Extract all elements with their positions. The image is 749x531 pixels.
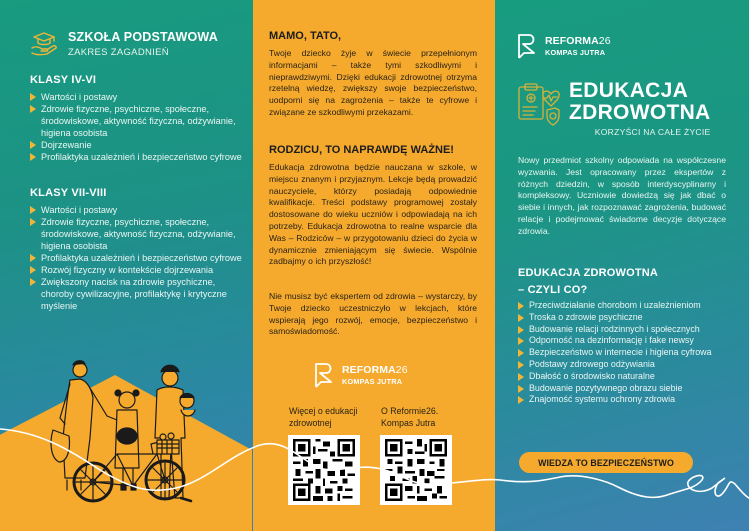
list-item: Znajomość systemu ochrony zdrowia (518, 394, 738, 406)
qr-code-icon (384, 439, 448, 501)
bullet-triangle-icon (30, 254, 36, 262)
middle-panel (253, 0, 495, 531)
brochure-title-line2: ZDROWOTNA (569, 101, 711, 124)
logo-name: REFORMA (342, 364, 396, 376)
bullet-triangle-icon (30, 278, 36, 286)
no-expert-text: Nie musisz być ekspertem od zdrowia – wystarczy, by Twoje dziecko uczestniczyło w lekcjach, które wspierają jego rozwój, emocje, bezpieczeństwo i samoświadomość. (269, 291, 477, 337)
bullet-triangle-icon (30, 206, 36, 214)
list-item: Wartości i postawy (30, 204, 250, 216)
list-item: Profilaktyka uzależnień i bezpieczeństwo cyfrowe (30, 151, 250, 163)
bullet-triangle-icon (30, 266, 36, 274)
graduation-cap-hands-icon (30, 31, 58, 57)
qr-caption-health-education: Więcej o edukacji zdrowotnej (289, 406, 358, 428)
parents-text: Twoje dziecko żyje w świecie przepełnionym informacjami – także tymi szkodliwymi i nieprawdziwymi. Dzięki edukacji zdrowotnej otrzyma rzetelną wiedzę, zwiększy swoje bezpieczeństwo, uodporni się na zagrożenia – także te cyfrowe i związane ze szkodliwymi przekazami. (269, 48, 477, 117)
important-block (269, 144, 477, 268)
bullet-triangle-icon (518, 396, 524, 404)
list-item: Odporność na dezinformację i fake newsy (518, 335, 738, 347)
parents-heading: MAMO, TATO, (269, 30, 342, 42)
logo-tagline: KOMPAS JUTRA (545, 48, 606, 57)
bullet-triangle-icon (518, 373, 524, 381)
qr-code-health-education[interactable] (288, 435, 360, 505)
qr-code-reforma26[interactable] (380, 435, 452, 505)
left-panel (0, 0, 253, 531)
left-panel-subtitle: ZAKRES ZAGADNIEŃ (68, 47, 169, 58)
brochure-title-line1: EDUKACJA (569, 79, 689, 102)
list-item: Rozwój fizyczny w kontekście dojrzewania (30, 264, 250, 276)
logo-tagline: KOMPAS JUTRA (342, 377, 403, 386)
parents-intro-block (269, 30, 477, 119)
section-klasy-iv-vi (30, 74, 250, 163)
list-item: Dojrzewanie (30, 139, 250, 151)
list-item: Zdrowie fizyczne, psychiczne, społeczne, środowiskowe, aktywność fizyczna, odżywianie, higiena osobista (30, 216, 250, 252)
logo-name: REFORMA (545, 35, 599, 47)
logo-number: 26 (395, 364, 408, 376)
family-with-bicycle-illustration (45, 358, 220, 518)
what-is-section (518, 266, 738, 406)
reforma-r-logo-icon (517, 33, 539, 59)
bullet-triangle-icon (518, 326, 524, 334)
section-title-line1: EDUKACJA ZDROWOTNA (518, 267, 659, 279)
list-item: Przeciwdziałanie chorobom i uzależnieniom (518, 300, 738, 312)
topics-list (30, 91, 250, 163)
left-panel-title: SZKOŁA PODSTAWOWA (68, 30, 218, 44)
right-panel (495, 0, 749, 531)
list-item: Troska o zdrowie psychiczne (518, 312, 738, 324)
section-title-line2: – CZYLI CO? (518, 284, 588, 296)
reforma26-logo (517, 33, 611, 59)
left-panel-header (30, 30, 218, 58)
list-item: Podstawy zdrowego odżywiania (518, 359, 738, 371)
bullet-triangle-icon (30, 105, 36, 113)
bullet-triangle-icon (518, 337, 524, 345)
important-heading: RODZICU, TO NAPRAWDĘ WAŻNE! (269, 144, 454, 156)
bullet-triangle-icon (30, 218, 36, 226)
list-item: Budowanie pozytywnego obrazu siebie (518, 383, 738, 395)
bullet-triangle-icon (518, 385, 524, 393)
reforma26-logo (314, 362, 408, 388)
bullet-triangle-icon (518, 349, 524, 357)
bullet-triangle-icon (518, 302, 524, 310)
logo-number: 26 (598, 35, 611, 47)
important-text: Edukacja zdrowotna będzie nauczana w szkole, w miejscu znanym i przyjaznym. Lekcje będą prowadzić nauczyciele, którzy posiadają odpowiednie kwalifikacje. Treści podstawy programowej zostały dostosowane do wieku uczniów i odpowiadają na ich potrzeby. Edukacja zdrowotna to realne wsparcie dla Was – Rodziców – w przygotowaniu dzieci do życia w dynamicznie zmieniającym się świecie. Wspólnie zadbajmy o ich przyszłość! (269, 162, 477, 267)
list-item: Profilaktyka uzależnień i bezpieczeństwo cyfrowe (30, 252, 250, 264)
section-title: KLASY VII-VIII (30, 187, 107, 199)
list-item: Zwiększony nacisk na zdrowie psychiczne, choroby cywilizacyjne, profilaktykę i krytyczne myślenie (30, 276, 250, 312)
brochure-title-block (517, 80, 711, 137)
topics-list (30, 204, 250, 312)
brochure-subtitle: KORZYŚCI NA CAŁE ŻYCIE (594, 127, 711, 137)
list-item: Budowanie relacji rodzinnych i społecznych (518, 324, 738, 336)
list-item: Dbałość o środowisko naturalne (518, 371, 738, 383)
section-klasy-vii-viii (30, 187, 250, 312)
bullet-triangle-icon (518, 314, 524, 322)
list-item: Bezpieczeństwo w internecie i higiena cyfrowa (518, 347, 738, 359)
bullet-triangle-icon (518, 361, 524, 369)
list-item: Wartości i postawy (30, 91, 250, 103)
qr-caption-reforma26: O Reformie26. Kompas Jutra (381, 406, 439, 428)
knowledge-is-safety-button[interactable]: WIEDZA TO BEZPIECZEŃSTWO (519, 452, 693, 473)
bullet-triangle-icon (30, 141, 36, 149)
list-item: Zdrowie fizyczne, psychiczne, społeczne, środowiskowe, aktywność fizyczna, odżywianie, higiena osobista (30, 103, 250, 139)
no-expert-block (269, 291, 477, 338)
bullet-triangle-icon (30, 93, 36, 101)
reforma-r-logo-icon (314, 362, 336, 388)
bullet-triangle-icon (30, 153, 36, 161)
benefits-list (518, 300, 738, 406)
intro-text: Nowy przedmiot szkolny odpowiada na współczesne wyzwania. Jest opracowany przez ekspertów z różnych dziedzin, w sposób interdyscyplinarny i kompleksowy. Uczniowie dowiedzą się jak dbać o siebie i innych, jak rozpoznawać zagrożenia, budować relacje i podejmować świadome decyzje dotyczące zdrowia. (518, 155, 726, 236)
clipboard-heart-shield-icon (517, 82, 561, 128)
qr-code-icon (292, 439, 356, 501)
section-title: KLASY IV-VI (30, 74, 97, 86)
